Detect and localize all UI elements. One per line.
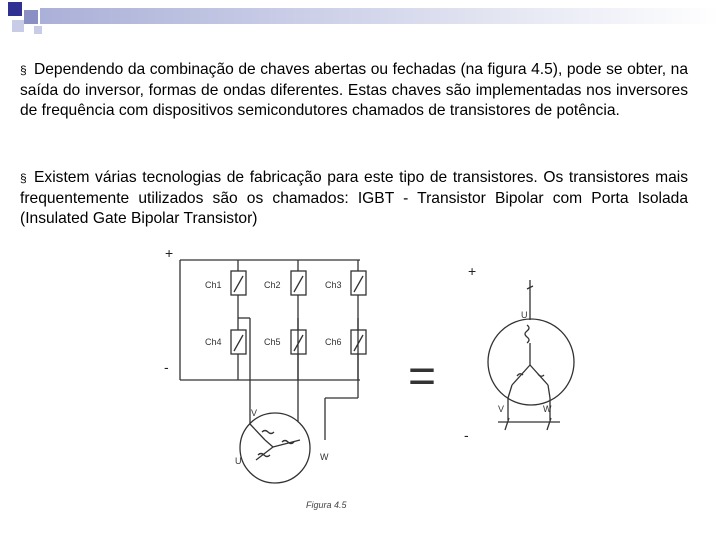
motor-left [235, 408, 329, 483]
switch-ch1 [205, 271, 246, 295]
plus-right-label: + [468, 263, 477, 279]
bullet-2: § [20, 171, 27, 185]
switch-ch2-label: Ch2 [264, 280, 281, 290]
switch-ch4-label: Ch4 [205, 337, 222, 347]
motor-left-v-label: V [251, 408, 258, 418]
motor-right-w-label: W [543, 404, 552, 414]
switch-ch2 [264, 271, 306, 295]
negative-bus [180, 318, 360, 380]
switch-ch5 [264, 330, 306, 354]
minus-left-label: - [164, 359, 169, 375]
plus-left-label: + [165, 245, 174, 261]
motor-left-u-label: U [235, 456, 242, 466]
bullet-1: § [20, 63, 27, 77]
paragraph-2-text: Existem várias tecnologias de fabricação para este tipo de transistores. Os transistores mais frequentemente utilizados são os chamados: IGBT - Transistor Bipolar com Porta Isolada (Insulated Gate Bipolar Transistor) [20, 169, 688, 227]
minus-right-label: - [464, 427, 469, 443]
switch-ch3-label: Ch3 [325, 280, 342, 290]
switch-ch1-label: Ch1 [205, 280, 222, 290]
switch-ch6-label: Ch6 [325, 337, 342, 347]
switch-ch5-label: Ch5 [264, 337, 281, 347]
figure-caption: Figura 4.5 [306, 500, 347, 510]
motor-right [488, 280, 574, 430]
motor-right-v-label: V [498, 404, 505, 414]
switch-ch3 [325, 271, 366, 295]
motor-right-u-label: U [521, 310, 528, 320]
paragraph-1-text: Dependendo da combinação de chaves abertas ou fechadas (na figura 4.5), pode se obter, na saída do inversor, formas de ondas diferentes. Estas chaves são implementadas nos inversores de frequência com dispositivos semicondutores chamados de transistores de potência. [20, 61, 688, 119]
motor-left-w-label: W [320, 452, 329, 462]
switch-ch4 [205, 330, 246, 354]
equals-sign: = [408, 350, 437, 403]
switch-ch6 [325, 330, 366, 354]
